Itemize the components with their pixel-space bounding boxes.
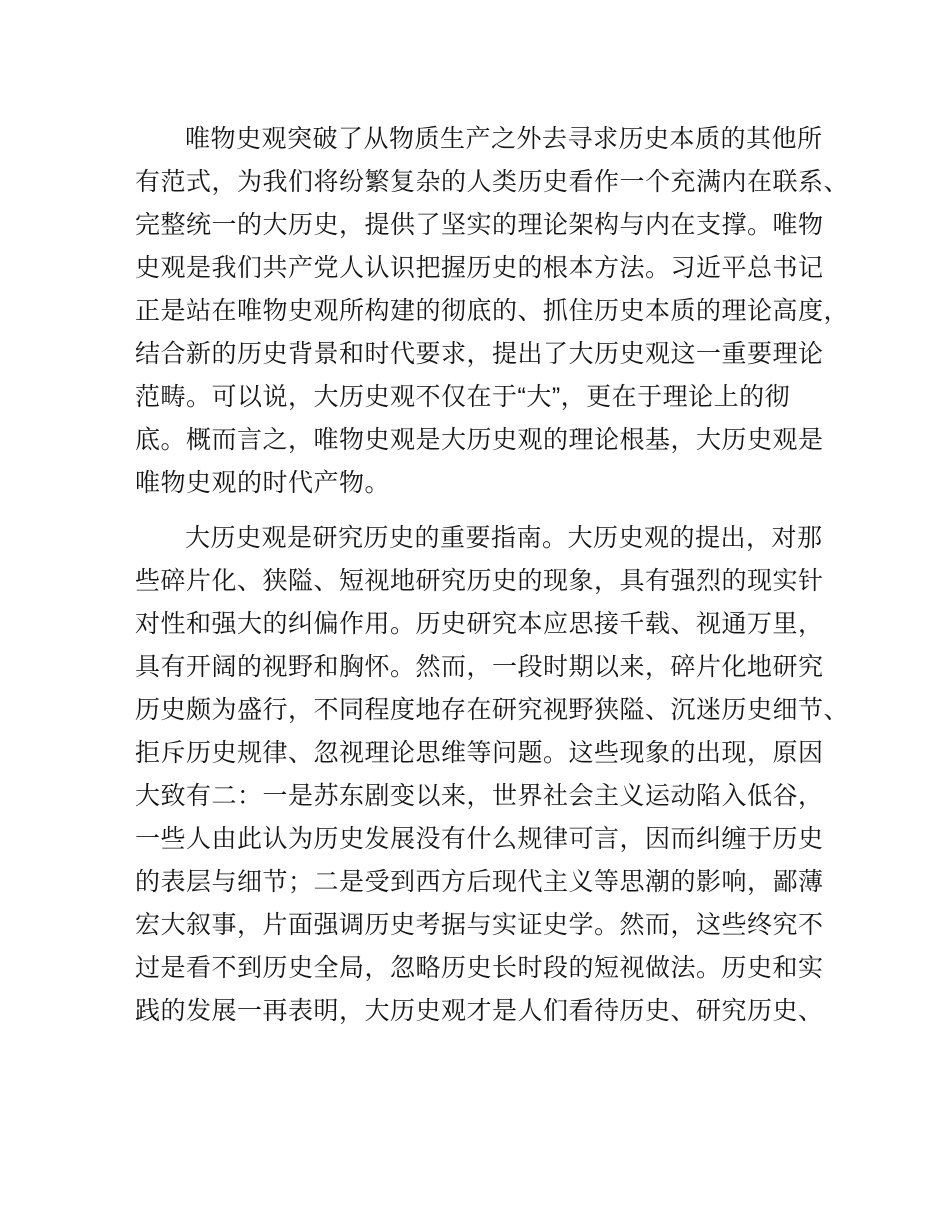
paragraph	[135, 517, 850, 1033]
text-line: 一些人由此认为历史发展没有什么规律可言，因而纠缠于历史	[135, 825, 824, 853]
text-line: 宏大叙事，片面强调历史考据与实证史学。然而，这些终究不	[135, 911, 824, 939]
text-line: 践的发展一再表明，大历史观才是人们看待历史、研究历史、	[135, 997, 824, 1025]
text-line: 具有开阔的视野和胸怀。然而，一段时期以来，碎片化地研究	[135, 653, 824, 681]
text-line: 的表层与细节；二是受到西方后现代主义等思潮的影响，鄙薄	[135, 868, 824, 896]
document-body	[135, 118, 850, 1033]
text-line: 过是看不到历史全局，忽略历史长时段的短视做法。历史和实	[135, 954, 824, 982]
text-line: 史观是我们共产党人认识把握历史的根本方法。习近平总书记	[135, 254, 824, 282]
text-line: 历史颇为盛行，不同程度地存在研究视野狭隘、沉迷历史细节、	[135, 696, 850, 724]
text-line: 正是站在唯物史观所构建的彻底的、抓住历史本质的理论高度，	[135, 297, 850, 325]
paragraph	[135, 118, 850, 505]
text-line: 底。概而言之，唯物史观是大历史观的理论根基，大历史观是	[135, 426, 824, 454]
text-line: 些碎片化、狭隘、短视地研究历史的现象，具有强烈的现实针	[135, 567, 824, 595]
text-line: 有范式，为我们将纷繁复杂的人类历史看作一个充满内在联系、	[135, 168, 850, 196]
text-line: 唯物史观突破了从物质生产之外去寻求历史本质的其他所	[185, 125, 823, 153]
text-line: 完整统一的大历史，提供了坚实的理论架构与内在支撑。唯物	[135, 211, 824, 239]
text-line: 结合新的历史背景和时代要求，提出了大历史观这一重要理论	[135, 340, 824, 368]
text-line: 拒斥历史规律、忽视理论思维等问题。这些现象的出现，原因	[135, 739, 824, 767]
text-line: 大致有二：一是苏东剧变以来，世界社会主义运动陷入低谷，	[135, 782, 824, 810]
text-line: 大历史观是研究历史的重要指南。大历史观的提出，对那	[185, 524, 823, 552]
text-line: 唯物史观的时代产物。	[135, 469, 391, 497]
text-line: 范畴。可以说，大历史观不仅在于“大”，更在于理论上的彻	[135, 383, 791, 411]
text-line: 对性和强大的纠偏作用。历史研究本应思接千载、视通万里，	[135, 610, 824, 638]
